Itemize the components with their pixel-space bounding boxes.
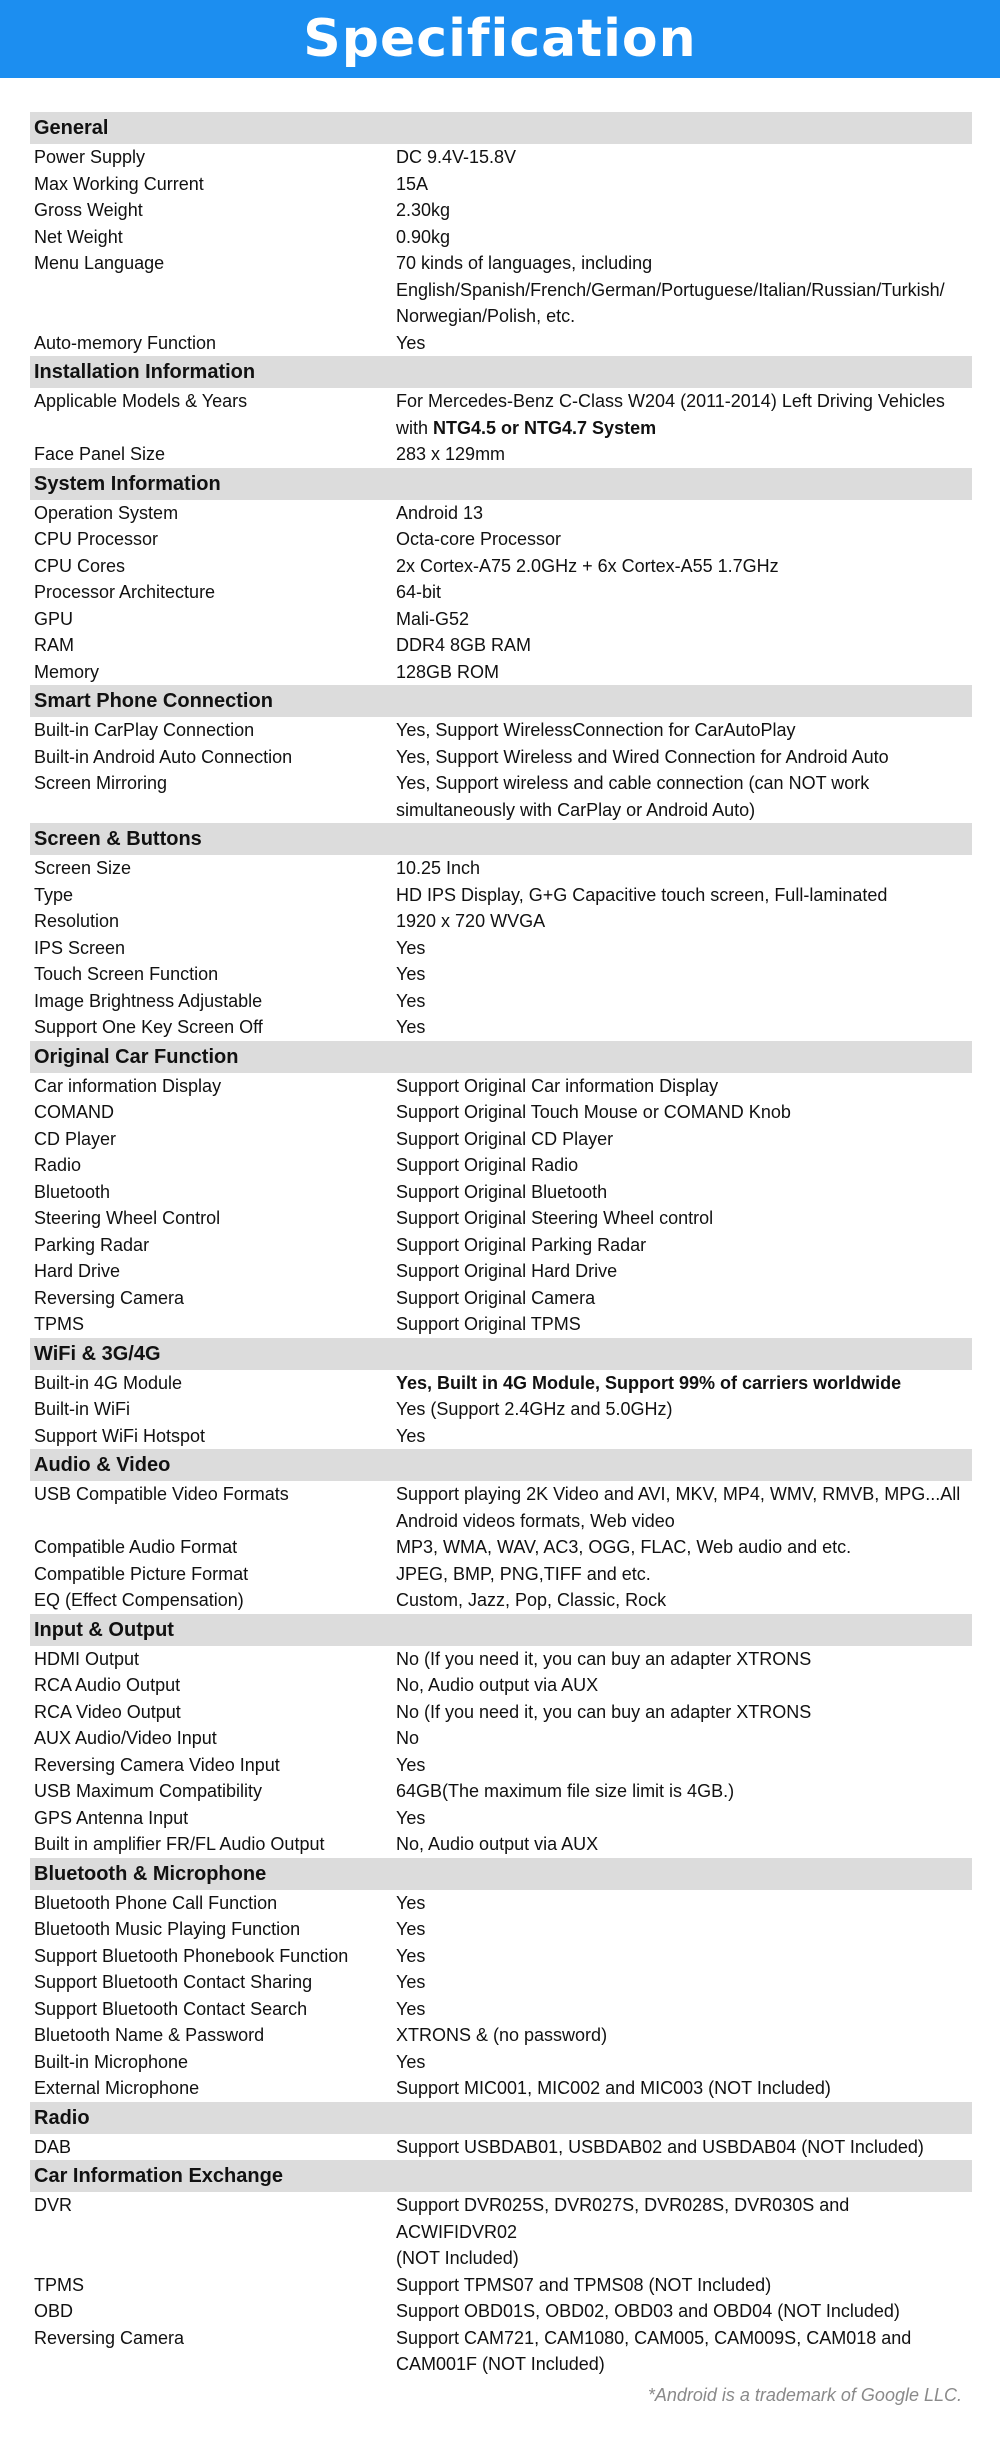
section-header: Installation Information bbox=[30, 356, 972, 388]
spec-label: Parking Radar bbox=[34, 1234, 150, 1255]
spec-label: Steering Wheel Control bbox=[34, 1208, 221, 1228]
spec-value: Yes bbox=[396, 1807, 426, 1828]
spec-value-line: Yes, Support wireless and cable connection (can NOT work bbox=[396, 773, 870, 793]
spec-row bbox=[30, 1232, 972, 1259]
section-header: Smart Phone Connection bbox=[30, 685, 972, 717]
spec-label: USB Maximum Compatibility bbox=[34, 1781, 263, 1801]
spec-value-line: Norwegian/Polish, etc. bbox=[396, 306, 576, 326]
spec-row bbox=[30, 250, 972, 330]
spec-row bbox=[30, 1778, 972, 1805]
spec-label: Touch Screen Function bbox=[34, 964, 219, 984]
spec-value-line: Support DVR025S, DVR027S, DVR028S, DVR030S and ACWIFIDVR02 bbox=[396, 2195, 850, 2242]
spec-row bbox=[30, 1205, 972, 1232]
spec-label: Built-in Android Auto Connection bbox=[34, 746, 293, 767]
spec-label: Resolution bbox=[34, 911, 120, 931]
spec-label: TPMS bbox=[34, 1314, 85, 1334]
spec-value: Yes bbox=[396, 1017, 426, 1037]
spec-label: Type bbox=[34, 884, 74, 905]
spec-row bbox=[30, 855, 972, 882]
spec-label: AUX Audio/Video Input bbox=[34, 1728, 217, 1748]
spec-value: 1920 x 720 WVGA bbox=[396, 911, 546, 931]
spec-value-line: CAM001F (NOT Included) bbox=[396, 2354, 605, 2374]
spec-value: Yes, Support WirelessConnection for CarAutoPlay bbox=[396, 720, 796, 740]
spec-value: Support Original Radio bbox=[396, 1155, 579, 1175]
spec-row bbox=[30, 2022, 972, 2049]
spec-row bbox=[30, 1534, 972, 1561]
spec-label: COMAND bbox=[34, 1102, 114, 1122]
spec-label: Applicable Models & Years bbox=[34, 391, 248, 411]
spec-value: Yes, Built in 4G Module, Support 99% of carriers worldwide bbox=[396, 1372, 902, 1393]
spec-row bbox=[30, 2192, 972, 2272]
section-header: Radio bbox=[30, 2102, 972, 2134]
spec-value: DC 9.4V-15.8V bbox=[396, 147, 517, 167]
spec-row bbox=[30, 1725, 972, 1752]
spec-label: Reversing Camera bbox=[34, 1287, 185, 1308]
spec-value: Support USBDAB01, USBDAB02 and USBDAB04 (NOT Included) bbox=[396, 2136, 924, 2157]
spec-value: No (If you need it, you can buy an adapter XTRONS bbox=[396, 1701, 812, 1722]
spec-value: 64GB(The maximum file size limit is 4GB.) bbox=[396, 1781, 735, 1801]
spec-row bbox=[30, 500, 972, 527]
spec-value: Custom, Jazz, Pop, Classic, Rock bbox=[396, 1590, 667, 1610]
spec-value bbox=[396, 770, 968, 823]
spec-row bbox=[30, 1805, 972, 1832]
spec-value-line: 70 kinds of languages, including bbox=[396, 253, 653, 273]
spec-value: No (If you need it, you can buy an adapter XTRONS bbox=[396, 1648, 812, 1669]
spec-value: Yes, Support Wireless and Wired Connection for Android Auto bbox=[396, 746, 889, 767]
spec-value: Support Original Camera bbox=[396, 1287, 596, 1308]
spec-row bbox=[30, 1890, 972, 1917]
spec-value: MP3, WMA, WAV, AC3, OGG, FLAC, Web audio and etc. bbox=[396, 1537, 852, 1557]
spec-row bbox=[30, 1396, 972, 1423]
spec-value-line: (NOT Included) bbox=[396, 2248, 519, 2268]
spec-value: Support Original CD Player bbox=[396, 1128, 614, 1149]
spec-value: XTRONS & (no password) bbox=[396, 2025, 608, 2045]
spec-value: JPEG, BMP, PNG,TIFF and etc. bbox=[396, 1563, 651, 1584]
spec-label: Processor Architecture bbox=[34, 582, 216, 602]
spec-row bbox=[30, 526, 972, 553]
spec-row bbox=[30, 2049, 972, 2076]
spec-row bbox=[30, 1179, 972, 1206]
spec-label: RAM bbox=[34, 635, 74, 655]
spec-value-line: Support playing 2K Video and AVI, MKV, MP4, WMV, RMVB, MPG...All bbox=[396, 1484, 961, 1504]
spec-label: Compatible Audio Format bbox=[34, 1537, 238, 1557]
spec-row bbox=[30, 1916, 972, 1943]
spec-row bbox=[30, 882, 972, 909]
spec-row bbox=[30, 935, 972, 962]
section-header: Screen & Buttons bbox=[30, 823, 972, 855]
spec-row bbox=[30, 1646, 972, 1673]
spec-row bbox=[30, 388, 972, 441]
section-header: General bbox=[30, 112, 972, 144]
section-header: Car Information Exchange bbox=[30, 2160, 972, 2192]
spec-value-line: For Mercedes-Benz C-Class W204 (2011-2014) Left Driving Vehicles bbox=[396, 391, 945, 411]
spec-label: RCA Video Output bbox=[34, 1701, 181, 1722]
spec-value: No, Audio output via AUX bbox=[396, 1834, 599, 1854]
spec-row bbox=[30, 606, 972, 633]
spec-label: Face Panel Size bbox=[34, 444, 166, 464]
spec-value bbox=[396, 388, 968, 441]
spec-value: Support Original TPMS bbox=[396, 1314, 581, 1334]
spec-value: Yes bbox=[396, 332, 426, 353]
spec-row bbox=[30, 659, 972, 686]
spec-row bbox=[30, 2134, 972, 2161]
spec-value: 10.25 Inch bbox=[396, 858, 481, 878]
spec-label: Support Bluetooth Contact Sharing bbox=[34, 1972, 313, 1992]
spec-value: Support Original Hard Drive bbox=[396, 1261, 618, 1281]
spec-row bbox=[30, 553, 972, 580]
spec-value-line: Support CAM721, CAM1080, CAM005, CAM009S, CAM018 and bbox=[396, 2327, 912, 2348]
spec-value: 128GB ROM bbox=[396, 661, 500, 682]
spec-row bbox=[30, 1258, 972, 1285]
spec-value-prefix: with bbox=[396, 417, 434, 438]
spec-value: Support Original Touch Mouse or COMAND Knob bbox=[396, 1102, 791, 1122]
spec-label: Built-in Microphone bbox=[34, 2051, 189, 2072]
spec-row bbox=[30, 144, 972, 171]
spec-label: OBD bbox=[34, 2301, 74, 2321]
spec-label: Support WiFi Hotspot bbox=[34, 1425, 206, 1446]
spec-label: GPS Antenna Input bbox=[34, 1807, 189, 1828]
spec-row bbox=[30, 2298, 972, 2325]
spec-label: Screen Mirroring bbox=[34, 773, 168, 793]
spec-label: DVR bbox=[34, 2195, 73, 2215]
spec-label: Radio bbox=[34, 1155, 82, 1175]
spec-row bbox=[30, 632, 972, 659]
android-trademark-footnote: *Android is a trademark of Google LLC. bbox=[647, 2385, 962, 2405]
spec-row bbox=[30, 1073, 972, 1100]
spec-label: HDMI Output bbox=[34, 1648, 140, 1669]
section-header: Input & Output bbox=[30, 1614, 972, 1646]
spec-value: Yes bbox=[396, 990, 426, 1011]
spec-label: EQ (Effect Compensation) bbox=[34, 1590, 244, 1610]
spec-label: Screen Size bbox=[34, 858, 132, 878]
spec-value: Support OBD01S, OBD02, OBD03 and OBD04 (NOT Included) bbox=[396, 2301, 900, 2321]
spec-value-line: English/Spanish/French/German/Portuguese/Italian/Russian/Turkish/ bbox=[396, 279, 945, 300]
spec-label: Bluetooth bbox=[34, 1181, 111, 1202]
spec-value: No bbox=[396, 1728, 420, 1748]
spec-label: USB Compatible Video Formats bbox=[34, 1484, 289, 1504]
spec-row bbox=[30, 908, 972, 935]
spec-label: Max Working Current bbox=[34, 173, 204, 194]
spec-value: Android 13 bbox=[396, 502, 484, 523]
spec-label: External Microphone bbox=[34, 2078, 200, 2098]
spec-label: Reversing Camera Video Input bbox=[34, 1754, 280, 1775]
spec-value: 64-bit bbox=[396, 582, 442, 602]
spec-value: Yes bbox=[396, 2051, 426, 2072]
spec-label: IPS Screen bbox=[34, 937, 126, 958]
spec-value: Yes (Support 2.4GHz and 5.0GHz) bbox=[396, 1399, 673, 1419]
spec-label: Reversing Camera bbox=[34, 2327, 185, 2348]
section-header: Original Car Function bbox=[30, 1041, 972, 1073]
spec-row bbox=[30, 1014, 972, 1041]
spec-value: 2.30kg bbox=[396, 200, 451, 220]
spec-label: Power Supply bbox=[34, 147, 146, 167]
spec-row bbox=[30, 197, 972, 224]
spec-row bbox=[30, 441, 972, 468]
spec-row bbox=[30, 1561, 972, 1588]
spec-row bbox=[30, 1099, 972, 1126]
spec-row bbox=[30, 330, 972, 357]
spec-value: Support Original Car information Display bbox=[396, 1075, 719, 1096]
spec-value: Support Original Bluetooth bbox=[396, 1181, 608, 1202]
spec-row bbox=[30, 1831, 972, 1858]
spec-label: Bluetooth Name & Password bbox=[34, 2025, 265, 2045]
spec-label: Bluetooth Phone Call Function bbox=[34, 1892, 278, 1913]
spec-label: Car information Display bbox=[34, 1075, 222, 1096]
spec-label: Support One Key Screen Off bbox=[34, 1017, 263, 1037]
spec-value: Yes bbox=[396, 1919, 426, 1939]
spec-value: Yes bbox=[396, 1892, 426, 1913]
spec-value: 15A bbox=[396, 173, 429, 194]
spec-value-line bbox=[396, 415, 968, 442]
section-header: Audio & Video bbox=[30, 1449, 972, 1481]
spec-row bbox=[30, 224, 972, 251]
spec-row bbox=[30, 579, 972, 606]
spec-row bbox=[30, 770, 972, 823]
spec-label: Menu Language bbox=[34, 253, 165, 273]
spec-value: Yes bbox=[396, 937, 426, 958]
spec-label: Gross Weight bbox=[34, 200, 143, 220]
spec-row bbox=[30, 1370, 972, 1397]
spec-label: Hard Drive bbox=[34, 1261, 121, 1281]
spec-value: Mali-G52 bbox=[396, 608, 470, 629]
spec-value: HD IPS Display, G+G Capacitive touch screen, Full-laminated bbox=[396, 884, 888, 905]
spec-label: Image Brightness Adjustable bbox=[34, 990, 263, 1011]
spec-label: CPU Cores bbox=[34, 555, 126, 576]
spec-value bbox=[396, 250, 968, 330]
spec-label: Compatible Picture Format bbox=[34, 1563, 249, 1584]
spec-label: Bluetooth Music Playing Function bbox=[34, 1919, 301, 1939]
spec-row bbox=[30, 1311, 972, 1338]
section-header: System Information bbox=[30, 468, 972, 500]
spec-value: Yes bbox=[396, 1972, 426, 1992]
spec-value-line: simultaneously with CarPlay or Android Auto) bbox=[396, 799, 756, 820]
title-banner bbox=[0, 0, 1000, 78]
spec-row bbox=[30, 961, 972, 988]
spec-value: Yes bbox=[396, 1425, 426, 1446]
spec-value-line: Android videos formats, Web video bbox=[396, 1510, 675, 1531]
spec-row bbox=[30, 744, 972, 771]
spec-value: Octa-core Processor bbox=[396, 529, 562, 549]
spec-label: DAB bbox=[34, 2136, 72, 2157]
spec-row bbox=[30, 1969, 972, 1996]
spec-row bbox=[30, 2325, 972, 2378]
spec-label: Auto-memory Function bbox=[34, 332, 217, 353]
spec-row bbox=[30, 1126, 972, 1153]
spec-row bbox=[30, 1152, 972, 1179]
spec-label: Net Weight bbox=[34, 226, 123, 247]
spec-value: No, Audio output via AUX bbox=[396, 1675, 599, 1695]
spec-row bbox=[30, 171, 972, 198]
page-title: Specification bbox=[303, 9, 697, 69]
spec-value: Support MIC001, MIC002 and MIC003 (NOT Included) bbox=[396, 2078, 831, 2098]
spec-label: Built-in WiFi bbox=[34, 1399, 131, 1419]
spec-row bbox=[30, 1587, 972, 1614]
spec-row bbox=[30, 1481, 972, 1534]
spec-label: Built in amplifier FR/FL Audio Output bbox=[34, 1834, 325, 1854]
spec-value: DDR4 8GB RAM bbox=[396, 635, 532, 655]
spec-row bbox=[30, 2075, 972, 2102]
spec-row bbox=[30, 2272, 972, 2299]
spec-row bbox=[30, 988, 972, 1015]
spec-value: Yes bbox=[396, 964, 426, 984]
spec-row bbox=[30, 1996, 972, 2023]
spec-value: Support Original Parking Radar bbox=[396, 1234, 647, 1255]
spec-row bbox=[30, 1699, 972, 1726]
spec-label: Operation System bbox=[34, 502, 179, 523]
spec-label: Memory bbox=[34, 661, 100, 682]
spec-value bbox=[396, 2192, 968, 2272]
spec-value: Yes bbox=[396, 1754, 426, 1775]
spec-value: 2x Cortex-A75 2.0GHz + 6x Cortex-A55 1.7GHz bbox=[396, 555, 779, 576]
spec-row bbox=[30, 1285, 972, 1312]
spec-row bbox=[30, 717, 972, 744]
spec-label: GPU bbox=[34, 608, 74, 629]
spec-label: Support Bluetooth Phonebook Function bbox=[34, 1945, 349, 1966]
spec-row bbox=[30, 1752, 972, 1779]
spec-value: Support TPMS07 and TPMS08 (NOT Included) bbox=[396, 2274, 772, 2295]
spec-label: TPMS bbox=[34, 2274, 85, 2295]
spec-row bbox=[30, 1423, 972, 1450]
spec-value: Yes bbox=[396, 1945, 426, 1966]
spec-value bbox=[396, 1481, 968, 1534]
spec-row bbox=[30, 1672, 972, 1699]
spec-label: Built-in CarPlay Connection bbox=[34, 720, 255, 740]
spec-value: Support Original Steering Wheel control bbox=[396, 1208, 714, 1228]
spec-value-emphasis: NTG4.5 or NTG4.7 System bbox=[433, 417, 657, 438]
section-header: Bluetooth & Microphone bbox=[30, 1858, 972, 1890]
spec-value: 0.90kg bbox=[396, 226, 451, 247]
spec-value: Yes bbox=[396, 1998, 426, 2019]
spec-label: Support Bluetooth Contact Search bbox=[34, 1998, 308, 2019]
spec-label: RCA Audio Output bbox=[34, 1675, 181, 1695]
spec-table bbox=[30, 112, 972, 2378]
spec-label: CD Player bbox=[34, 1128, 117, 1149]
spec-label: CPU Processor bbox=[34, 529, 159, 549]
section-header: WiFi & 3G/4G bbox=[30, 1338, 972, 1370]
spec-value: 283 x 129mm bbox=[396, 444, 506, 464]
spec-value bbox=[396, 2325, 968, 2378]
spec-row bbox=[30, 1943, 972, 1970]
spec-label: Built-in 4G Module bbox=[34, 1372, 183, 1393]
